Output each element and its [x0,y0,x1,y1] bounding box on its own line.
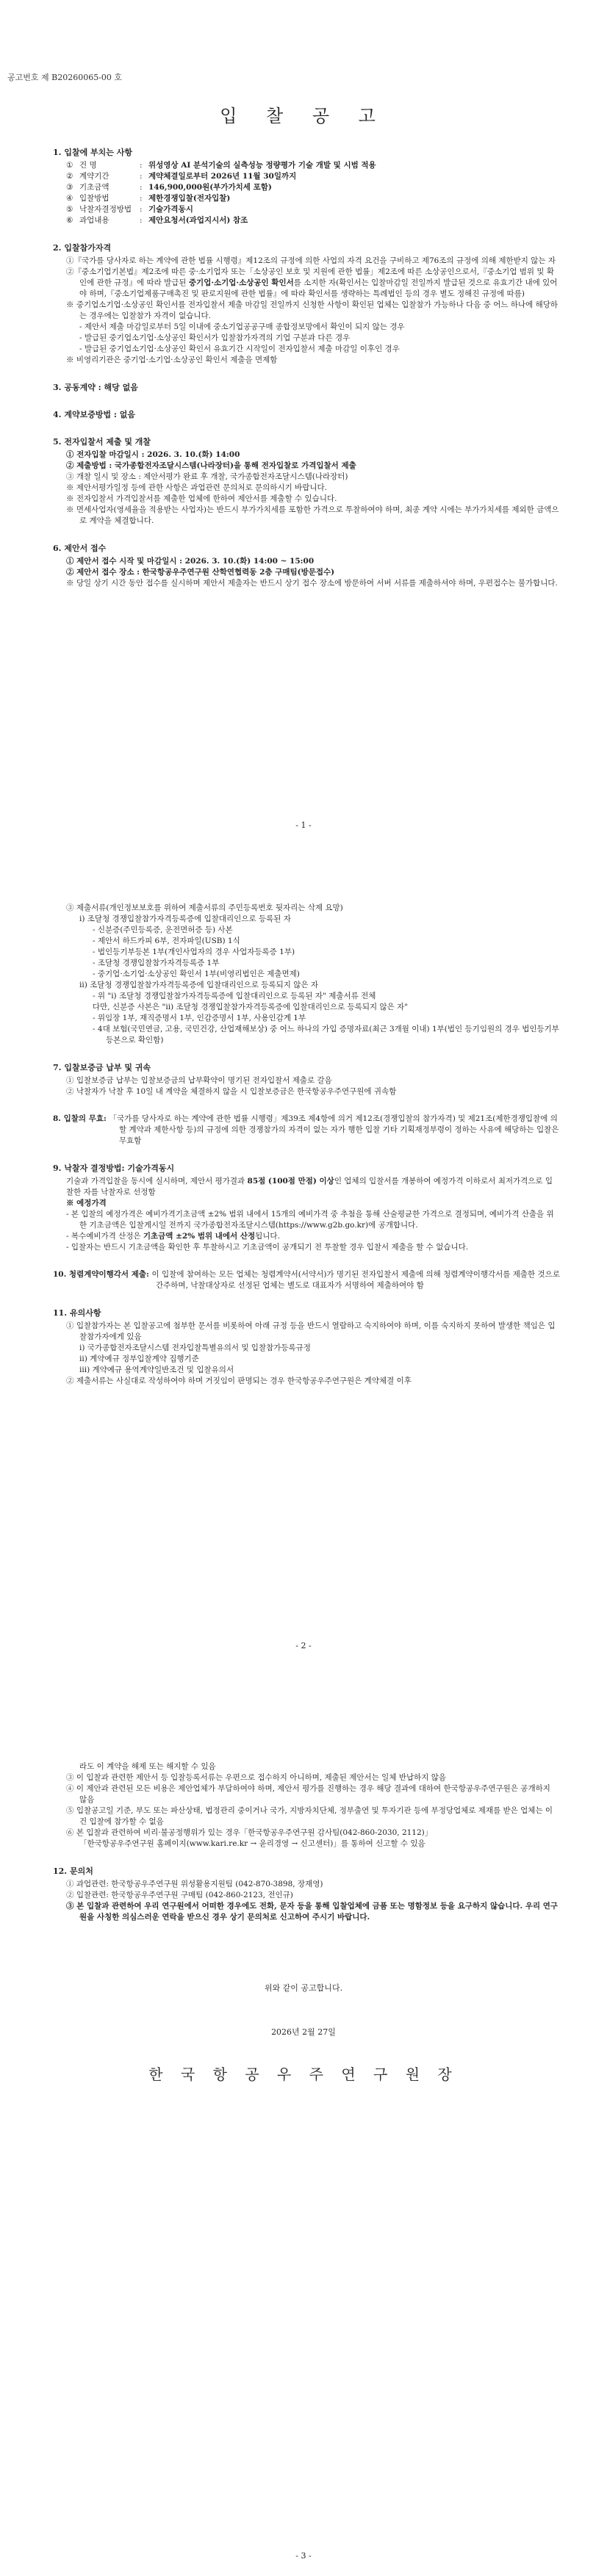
section-1-item: ① 건 명 : 위성영상 AI 분석기술의 실측성능 정량평가 기술 개발 및 시범 적용 [66,161,376,170]
page-2 [0,859,607,1717]
section-1-item: ⑥ 과업내용 : 제안요청서(과업지시서) 참조 [66,216,248,225]
page-2-body [53,903,560,1403]
section-7: 7. 입찰보증금 납부 및 귀속 ① 입찰보증금 납부는 입찰보증금의 납부확약이 명기된 전자입찰서 제출로 갈음 ② 낙찰자가 낙찰 후 10일 내 계약을 체결하지 않을 시 입찰보증금은 한국항공우주연구원에 귀속함 [53,1063,397,1096]
list-item: ⅱ) 계약예규 정부입찰계약 집행기준 [79,1354,199,1363]
list-item: - 위임장 1부, 재직증명서 1부, 인감증명서 1부, 사용인감계 1부 [93,1014,306,1022]
list-item: - 중기업·소기업·소상공인 확인서 1부(비영리법인은 제출면제) [93,970,300,978]
section-1-item: ⑤ 낙찰자결정방법 : 기술가격동시 [66,205,193,214]
notice-date: 2026년 2월 27일 [271,2027,336,2037]
list-item: 다만, 신분증 사본은 "ⅱ) 조달청 경쟁입찰참가자격등록증에 입찰대리인으로 등록되지 않은 자" [93,1003,409,1011]
section-9: 9. 낙찰자 결정방법: 기술가격동시 기술과 가격입찰을 동시에 실시하며, 제안서 평가결과 85점 (100점 만점) 이상인 업체의 입찰서를 개봉하여 예정가격 이하로서 최저가격으로 입찰한 자를 낙찰자로 선정함 ※ 예정가격 - 본 입찰의 예정가격은 예비가격기초금액 ±2% 범위 내에서 15개의 예비가격 중 추첨을 통해 산술평균한 가격으로 결정되며, 예비가격 산출을 위한 기초금액은 입찰게시일 전까지 국가종합전자조달시스템(https://www.g2b.go.kr)에 공개합니다. - 복수예비가격 산정은 기초금액 ±2% 범위 내에서 산정됩니다. - 입찰자는 반드시 기초금액을 확인한 후 투찰하시고 기초금액이 공개되기 전 투찰할 경우 입찰서 제출을 할 수 없습니다. [53,1163,554,1252]
page-1 [0,0,607,859]
list-item: - 위 "ⅰ) 조달청 경쟁입찰참가자격등록증에 입찰대리인으로 등록된 자" 제출서류 전체 [93,992,376,1000]
section-11-continued: 라도 이 계약을 해제 또는 해지할 수 있음 ③ 이 입찰과 관련한 제안서 등 입찰등록서류는 우편으로 접수하지 아니하며, 제출된 제안서는 일체 반납하지 않음 ④ 이 제안과 관련된 모든 비용은 제안업체가 부담하여야 하며, 제안서 평가를 진행하는 경우 해당 결과에 대하여 한국항공우주연구원은 공개하지 않음 ⑤ 입찰공고일 기준, 부도 또는 파산상태, 법정관리 중이거나 국가, 지방자치단체, 정부출연 및 투자기관 등에 부정당업체로 제재를 받은 업체는 이 건 입찰에 참가할 수 없음 ⑥ 본 입찰과 관련하여 비리·불공정행위가 있는 경우「한국항공우주연구원 감사팀(042-860-2030, 2112)」 「한국항공우주연구원 홈페이지(www.kari.re.kr → 윤리경영 → 신고센터)」를 통하여 신고할 수 있음 [66,1762,553,1848]
project-name: 위성영상 AI 분석기술의 실측성능 정량평가 기술 개발 및 시범 적용 [148,161,376,170]
section-1-item: ④ 입찰방법 : 제한경쟁입찰(전자입찰) [66,194,231,203]
section-2-note-2: ※ 비영리기관은 중기업·소기업·소상공인 확인서 제출을 면제함 [66,356,278,364]
section-8: 8. 입찰의 무효: 「국가를 당사자로 하는 계약에 관한 법률 시행령」제39조 제4항에 의거 제12조(경쟁입찰의 참가자격) 및 제21조(제한경쟁입찰에 의할 계약과 제한사항 등)의 규정에 의한 경쟁참가의 자격이 없는 자가 행한 입찰 기타 기획재정부령이 정하는 사유에 해당하는 입찰은 무효함 [53,1114,559,1145]
list-item: - 조달청 경쟁입찰참가자격등록증 1부 [93,959,220,967]
list-item: - 발급된 중기업소기업·소상공인 확인서가 입찰참가자격의 기업 구분과 다른 경우 [79,333,351,342]
notice-number: 공고번호 제 B20260065-00 호 [7,73,123,82]
section-6: 6. 제안서 접수 ① 제안서 접수 시작 및 마감일시 : 2026. 3. 10.(화) 14:00 ~ 15:00 ② 제안서 접수 장소 : 한국항공우주연구원 산학연협력동 2층 구매팀(방문접수) ※ 당일 상기 시간 동안 접수를 실시하며 제안서 제출자는 반드시 상기 접수 장소에 방문하여 서버 서류를 제출하셔야 하며, 우편접수는 불가합니다. [53,544,558,588]
section-1-item: ③ 기초금액 : 146,900,000원(부가가치세 포함) [66,183,272,192]
list-item: ⅲ) 계약예규 용역계약일반조건 및 입찰유의서 [79,1365,234,1374]
section-10: 10. 청렴계약이행각서 제출: 이 입찰에 참여하는 모든 업체는 청렴계약서(서약서)가 명기된 전자입찰서 제출에 의해 청렴계약이행각서를 제출한 것으로 간주하며, 낙찰대상자로 선정된 업체는 별도로 대표자가 서명하여 제출하여야 함 [53,1270,560,1290]
section-12: 12. 문의처 ① 과업관련: 한국항공우주연구원 위성활용지원팀 (042-870-3898, 장재영) ② 입찰관련: 한국항공우주연구원 구매팀 (042-860-2123, 전인규) ③ 본 입찰과 관련하여 우리 연구원에서 어떠한 경우에도 전화, 문자 등을 통해 입찰업체에 금품 또는 명함정보 등을 요구하지 않습니다. 우리 연구원을 사칭한 의심스러운 연락을 받으신 경우 상기 문의처로 신고하여 주시기 바랍니다. [53,1866,560,1923]
issuer-name: 한 국 항 공 우 주 연 구 원 장 [148,2066,459,2083]
section-2-para-1: ①『국가를 당사자로 하는 계약에 관한 법률 시행령』제12조의 규정에 의한 사업의 자격 요건을 구비하고 제76조의 규정에 의해 제한받지 않는 자 [66,256,556,265]
section-2-para-2: ②『중소기업기본법』제2조에 따른 중·소기업자 또는「소상공인 보호 및 지원에 관한 법률」제2조에 따른 소상공인으로서,『중소기업 범위 및 확인에 관한 규정』에 따라 발급된 중기업·소기업·소상공인 확인서를 소지한 자(확인서는 입찰마감일 전일까지 발급된 것으로 유효기간 내에 있어야 하며,『중소기업제품구매촉진 및 판로지원에 관한 법률』에 따라 확인서를 생략하는 특례법인 등의 경우 별도 정해진 규정에 따름) [66,267,558,298]
section-2-note-1: ※ 중기업소기업·소상공인 확인서를 전자입찰서 제출 마감일 전일까지 신청한 사항이 확인된 업체는 입찰참가 가능하나 다음 중 어느 하나에 해당하는 경우에는 입찰참가 자격이 없습니다. [66,300,558,320]
section-2-heading: 2. 입찰참가자격 [53,243,112,253]
section-6-documents: ③ 제출서류(개인정보보호를 위하여 제출서류의 주민등록번호 뒷자리는 삭제 요망) ⅰ) 조달청 경쟁입찰참가자격등록증에 입찰대리인으로 등록된 자 - 신분증(주민등록증, 운전면허증 등) 사본 - 제안서 하드카피 6부, 전자파일(USB) 1식 - 법인등기부등본 1부(개인사업자의 경우 사업자등록증 1부) - 조달청 경쟁입찰참가자격등록증 1부 - 중기업·소기업·소상공인 확인서 1부(비영리법인은 제출면제) ⅱ) 조달청 경쟁입찰참가자격등록증에 입찰대리인으로 등록되지 않은 자 - 위 "ⅰ) 조달청 경쟁입찰참가자격등록증에 입찰대리인으로 등록된 자" 제출서류 전체 다만, 신분증 사본은 "ⅱ) 조달청 경쟁입찰참가자격등록증에 입찰대리인으로 등록되지 않은 자" - 위임장 1부, 재직증명서 1부, 인감증명서 1부, 사용인감계 1부 - 4대 보험(국민연금, 고용, 국민건강, 산업재해보상) 중 어느 하나의 가입 증명자료(최근 3개월 이내) 1부(법인 등기임원의 경우 법인등기부등본으로 확인함) [53,903,560,1046]
section-1-heading: 1. 입찰에 부치는 사항 [53,148,132,157]
list-item: ⅰ) 국가종합전자조달시스템 전자입찰특별유의서 및 입찰참가등록규정 [79,1343,311,1352]
list-item: - 발급된 중기업소기업·소상공인 확인서 유효기간 시작일이 전자입찰서 제출 마감일 이후인 경우 [79,344,400,353]
page-number: - 2 - [295,1641,312,1650]
section-1-item: ② 계약기간 : 계약체결일로부터 2026년 11월 30일까지 [66,172,297,181]
fraud-warning: ③ 본 입찰과 관련하여 우리 연구원에서 어떠한 경우에도 전화, 문자 등을 통해 입찰업체에 금품 또는 명함정보 등을 요구하지 않습니다. 우리 연구원을 사칭한 의심스러운 연락을 받으신 경우 상기 문의처로 신고하여 주시기 바랍니다. [66,1902,558,1922]
contact-task: ① 과업관련: 한국항공우주연구원 위성활용지원팀 (042-870-3898, 장재영) [66,1880,323,1888]
list-item: - 제안서 하드카피 6부, 전자파일(USB) 1식 [93,937,240,945]
contact-bid: ② 입찰관련: 한국항공우주연구원 구매팀 (042-860-2123, 전인규) [66,1891,293,1899]
page-1-body [53,147,560,605]
page-number: - 1 - [295,820,312,830]
page-3-body [53,1761,560,1939]
section-2 [53,242,560,366]
section-3: 3. 공동계약 : 해당 없음 [53,383,138,392]
section-11: 11. 유의사항 ① 입찰참가자는 본 입찰공고에 첨부한 문서를 비롯하여 아래 규정 등을 반드시 열람하고 숙지하여야 하며, 이를 숙지하지 못하여 발생한 책임은 입찰참가자에게 있음 ⅰ) 국가종합전자조달시스템 전자입찰특별유의서 및 입찰참가등록규정 ⅱ) 계약예규 정부입찰계약 집행기준 ⅲ) 계약예규 용역계약일반조건 및 입찰유의서 ② 제출서류는 사실대로 작성하여야 하며 거짓임이 판명되는 경우 한국항공우주연구원은 계약체결 이후 [53,1307,560,1387]
list-item: - 법인등기부등본 1부(개인사업자의 경우 사업자등록증 1부) [93,948,295,956]
page-number: - 3 - [295,2551,312,2561]
list-item: - 제안서 제출 마감일로부터 5일 이내에 중소기업공공구매 종합정보망에서 확인이 되지 않는 경우 [79,322,405,331]
section-1 [53,147,560,226]
section-4: 4. 계약보증방법 : 없음 [53,410,136,419]
page-3 [0,1717,607,2576]
document-title: 입 찰 공 고 [220,106,387,126]
list-item: - 4대 보험(국민연금, 고용, 국민건강, 산업재해보상) 중 어느 하나의 가입 증명자료(최근 3개월 이내) 1부(법인 등기임원의 경우 법인등기부등본으로 확인함) [93,1025,559,1045]
list-item: - 신분증(주민등록증, 운전면허증 등) 사본 [93,926,233,934]
closing-statement: 위와 같이 공고합니다. [264,1983,343,1993]
section-5: 5. 전자입찰서 제출 및 개찰 ① 전자입찰 마감일시 : 2026. 3. 10.(화) 14:00 ② 제출방법 : 국가종합전자조달시스템(나라장터)을 통해 전자입찰로 가격입찰서 제출 ③ 개찰 일시 및 장소 : 제안서평가 완료 후 개찰, 국가종합전자조달시스템(나라장터) ※ 제안서평가일정 등에 관한 사항은 과업관련 문의처로 문의하시기 바랍니다. ※ 전자입찰서 가격입찰서를 제출한 업체에 한하여 제안서를 제출할 수 있습니다. ※ 면세사업자(영세율을 적용받는 사업자)는 반드시 부가가치세를 포함한 가격으로 투찰하여야 하며, 최종 계약 시에는 부가가치세를 제외한 금액으로 계약을 체결합니다. [53,437,559,525]
